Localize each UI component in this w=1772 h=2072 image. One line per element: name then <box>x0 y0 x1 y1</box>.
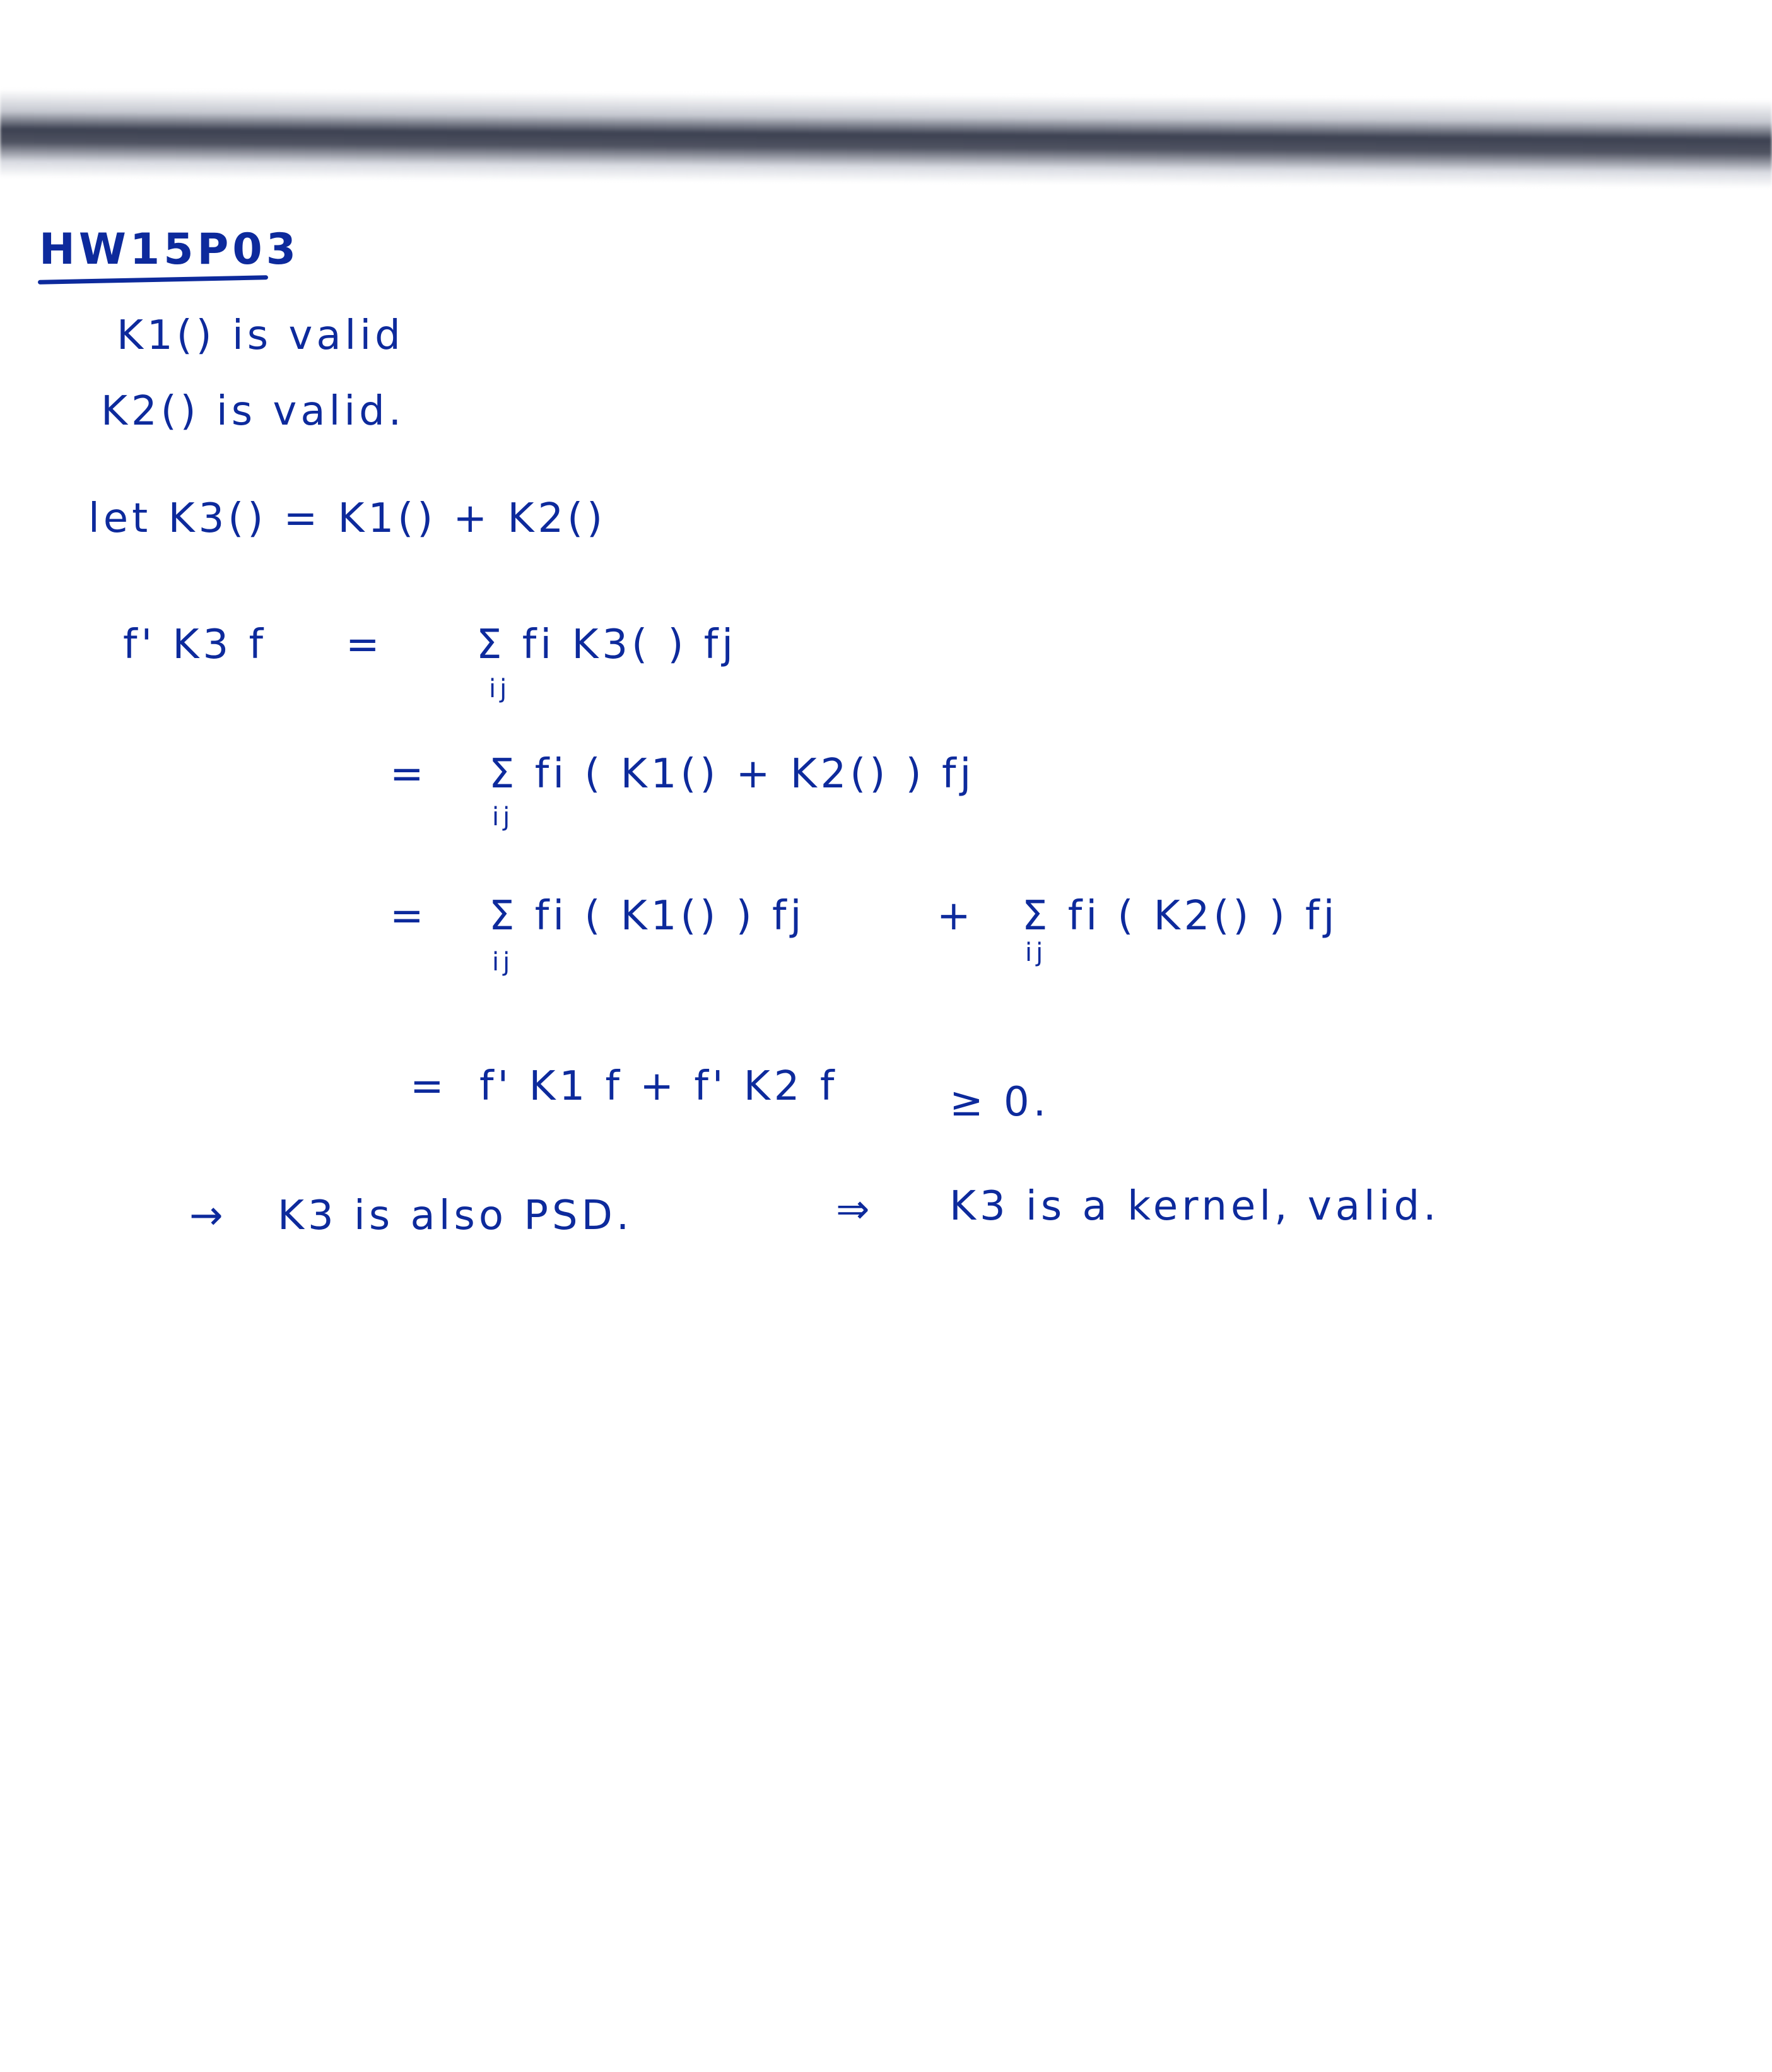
title-underline <box>38 275 268 285</box>
binder-strip <box>0 89 1772 188</box>
step-2-equals: = <box>390 751 428 798</box>
step-4-equals: = <box>410 1063 448 1110</box>
conclusion-part-1: K3 is also PSD. <box>278 1192 633 1239</box>
note-title: HW15P03 <box>39 225 300 274</box>
given-line-1: K1() is valid <box>117 312 404 359</box>
step-3-subscript-b: ij <box>1025 938 1047 967</box>
step-3-plus: + <box>937 893 975 939</box>
step-1-equals: = <box>346 621 384 668</box>
step-1-subscript: ij <box>489 674 511 703</box>
conclusion-implies: ⇒ <box>836 1186 874 1233</box>
step-3-subscript-a: ij <box>492 948 514 977</box>
definition-line: let K3() = K1() + K2() <box>88 495 607 542</box>
step-2-subscript: ij <box>492 803 514 832</box>
step-3-expression-b: Σ fi ( K2() ) fj <box>1022 893 1339 939</box>
given-line-2: K2() is valid. <box>101 388 406 435</box>
step-1-expression: Σ fi K3( ) fj <box>476 621 737 668</box>
step-3-expression-a: Σ fi ( K1() ) fj <box>489 893 806 939</box>
derivation-lhs: f' K3 f <box>123 621 267 668</box>
step-2-expression: Σ fi ( K1() + K2() ) fj <box>489 751 975 798</box>
step-4-expression: f' K1 f + f' K2 f <box>479 1063 838 1110</box>
step-3-equals: = <box>390 893 428 939</box>
conclusion-arrow: → <box>189 1192 227 1239</box>
step-4-result: ≥ 0. <box>949 1079 1050 1126</box>
conclusion-part-2: K3 is a kernel, valid. <box>949 1183 1440 1230</box>
